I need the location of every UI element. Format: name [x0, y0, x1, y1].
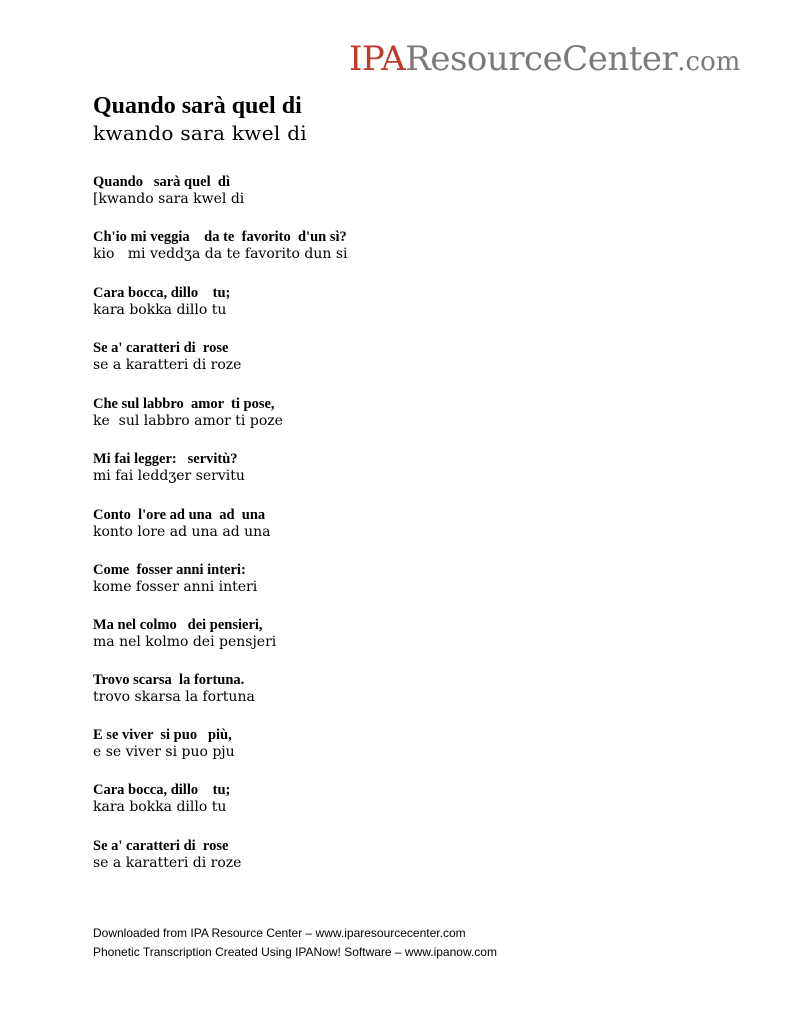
lyric-pair — [93, 617, 693, 651]
song-title-ipa: kwando sara kwel di — [93, 121, 308, 145]
lyric-ipa: kara bokka dillo tu — [93, 302, 227, 318]
lyric-ipa: trovo skarsa la fortuna — [93, 689, 255, 705]
lyric-pair — [93, 672, 693, 706]
lyric-ipa: [kwando sara kwel di — [93, 191, 245, 207]
lyric-original: Cara bocca, dillo tu; — [93, 782, 231, 798]
lyric-original: Che sul labbro amor ti pose, — [93, 396, 275, 412]
lyric-pair — [93, 838, 693, 872]
lyric-original: Se a' caratteri di rose — [93, 340, 229, 356]
ipa-resource-center-logo — [349, 39, 741, 79]
logo-resource-center-text: ResourceCenter — [405, 39, 678, 79]
lyric-pair — [93, 396, 693, 430]
lyric-ipa: kara bokka dillo tu — [93, 799, 227, 815]
lyric-original: Ma nel colmo dei pensieri, — [93, 617, 263, 633]
footer-download-credit: Downloaded from IPA Resource Center – www.iparesourcecenter.com — [93, 926, 466, 940]
lyric-original: Trovo scarsa la fortuna. — [93, 672, 245, 688]
lyric-pair — [93, 727, 693, 761]
footer-software-credit: Phonetic Transcription Created Using IPANow! Software – www.ipanow.com — [93, 944, 497, 959]
lyric-ipa: kio mi veddʒa da te favorito dun si — [93, 246, 348, 262]
lyric-pair — [93, 451, 693, 485]
lyric-ipa: kome fosser anni interi — [93, 579, 258, 595]
lyric-ipa: mi fai leddʒer servitu — [93, 468, 245, 484]
lyric-original: Come fosser anni interi: — [93, 562, 246, 578]
lyric-ipa: se a karatteri di roze — [93, 855, 242, 871]
lyric-original: Cara bocca, dillo tu; — [93, 285, 231, 301]
lyric-ipa: konto lore ad una ad una — [93, 524, 271, 540]
lyric-pair — [93, 285, 693, 319]
song-title: Quando sarà quel di — [93, 93, 302, 119]
logo-ipa-text: IPA — [349, 39, 406, 79]
lyric-original: Se a' caratteri di rose — [93, 838, 229, 854]
lyric-ipa: se a karatteri di roze — [93, 357, 242, 373]
lyric-pair — [93, 782, 693, 816]
lyric-pair — [93, 229, 693, 263]
lyric-original: Conto l'ore ad una ad una — [93, 507, 266, 523]
lyric-pair — [93, 507, 693, 541]
lyric-pair — [93, 174, 693, 208]
lyric-ipa: ke sul labbro amor ti poze — [93, 413, 283, 429]
page-footer — [93, 924, 497, 961]
logo-dotcom-text: .com — [677, 47, 741, 77]
lyric-original: Quando sarà quel dì — [93, 174, 230, 190]
lyric-pair — [93, 340, 693, 374]
lyric-pair — [93, 562, 693, 596]
lyric-original: Mi fai legger: servitù? — [93, 451, 238, 467]
lyric-original: E se viver si puo più, — [93, 727, 232, 743]
lyric-ipa: ma nel kolmo dei pensjeri — [93, 634, 277, 650]
lyric-ipa: e se viver si puo pju — [93, 744, 235, 760]
lyric-original: Ch'io mi veggia da te favorito d'un sì? — [93, 229, 347, 245]
